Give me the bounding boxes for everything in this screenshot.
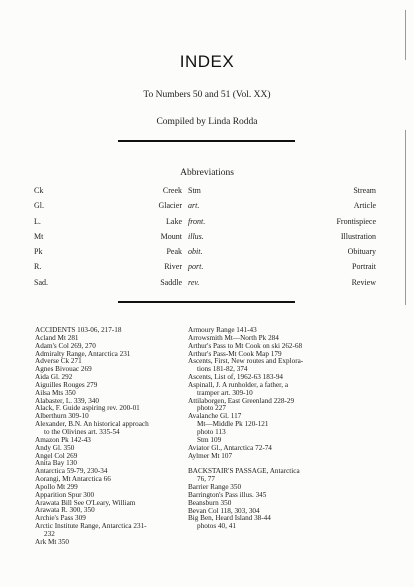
index-entry: Beansburn 350 <box>188 498 232 507</box>
index-entry: Alabaster, L. 339, 340 <box>35 396 99 405</box>
abbreviation-meaning: Creek <box>162 186 182 195</box>
index-entry: Aviator Gl., Antarctica 72-74 <box>188 443 272 452</box>
abbreviation-meaning: Peak <box>166 247 182 257</box>
index-entry: Aorangi, Mt Antarctica 66 <box>35 475 111 484</box>
abbreviation: obit. <box>188 247 203 257</box>
index-entry: Big Ben, Heard Island 38-44 <box>188 514 271 523</box>
index-entry: photos 40, 41 <box>197 522 236 531</box>
abbreviation-meaning: River <box>164 262 182 272</box>
index-entry: Arawata Bill See O'Leary, William <box>35 498 136 507</box>
index-entry: Ascents, First, New routes and Explora- <box>188 357 304 366</box>
divider-top <box>118 140 295 142</box>
abbreviation-meaning: Obituary <box>347 247 376 257</box>
abbreviation-meaning: Frontispiece <box>336 216 376 226</box>
abbreviation-row <box>34 278 376 293</box>
index-entry: Arthur's Pass-Mt Cook Map 179 <box>188 349 282 358</box>
abbreviation: rev. <box>188 277 200 287</box>
abbreviation: Sad. <box>34 277 48 287</box>
index-column-left <box>35 327 183 547</box>
abbreviation-meaning: Stream <box>353 186 376 195</box>
abbreviation-meaning: Review <box>351 277 376 287</box>
index-entry: Antarctica 59-79, 230-34 <box>35 467 108 476</box>
abbreviation-meaning: Saddle <box>160 277 182 287</box>
page-title: INDEX <box>179 52 235 71</box>
index-entry: Alexander, B.N. An historical approach <box>35 420 149 429</box>
index-entry: Bevan Col 118, 303, 304 <box>188 506 260 515</box>
index-entry: Barrier Range 350 <box>188 483 242 492</box>
index-entry: Adam's Col 269, 270 <box>35 341 96 350</box>
index-entry: Apparition Spur 300 <box>35 490 95 499</box>
abbreviation: L. <box>34 216 41 226</box>
index-entry: Mt—Middle Pk 120-121 <box>197 420 269 429</box>
divider-bottom <box>118 301 295 303</box>
index-entry: Stm 109 <box>197 435 222 444</box>
abbreviation: R. <box>34 262 42 272</box>
page-subtitle: To Numbers 50 and 51 (Vol. XX) <box>143 90 271 100</box>
index-entry: tions 181-82, 374 <box>197 365 248 374</box>
index-entry: Barrington's Pass illus. 345 <box>188 490 267 499</box>
compiled-by: Compiled by Linda Rodda <box>156 117 258 127</box>
abbreviations-table <box>34 186 376 293</box>
abbreviation-meaning: Lake <box>166 216 182 226</box>
index-entry: Amazon Pk 142-43 <box>35 435 91 444</box>
abbreviation-meaning: Mount <box>160 231 182 241</box>
index-entry: Angel Col 269 <box>35 451 78 460</box>
index-entry: Ailsa Mts 350 <box>35 388 76 397</box>
index-column-right <box>188 327 384 531</box>
index-entry: Adverse Ck 271 <box>35 357 82 366</box>
index-entry: Arawata R. 300, 350 <box>35 506 95 515</box>
index-entry: Aspinall, J. A runholder, a father, a <box>188 380 289 389</box>
index-entry: Anita Bay 130 <box>35 459 77 468</box>
abbreviation: Mt <box>34 231 44 241</box>
index-entry: Archie's Pass 309 <box>35 514 86 523</box>
abbreviation-meaning: Article <box>353 201 376 211</box>
index-entry: Ascents, List of, 1962-63 183-94 <box>188 373 284 382</box>
abbreviation: Pk <box>34 247 43 257</box>
abbreviation-meaning: Glacier <box>158 201 182 211</box>
index-entry: photo 227 <box>197 404 226 413</box>
abbreviation: Stm <box>188 186 201 195</box>
abbreviation-row <box>34 247 376 262</box>
page-edge-line <box>405 10 406 60</box>
index-entry: Agnes Bivouac 269 <box>35 365 92 374</box>
index-entry: to the Olivines art. 335-54 <box>44 427 120 436</box>
index-entry: photo 113 <box>197 427 226 436</box>
index-entry: Avalanche Gl. 117 <box>188 412 242 421</box>
index-entry: Arrowsmith Mt—North Pk 284 <box>188 333 279 342</box>
index-entry: Acland Mt 281 <box>35 333 79 342</box>
index-entry: Armoury Range 141-43 <box>188 326 257 334</box>
abbreviation: port. <box>188 262 204 272</box>
index-entry: Alack, F. Guide aspiring rev. 200-01 <box>35 404 140 413</box>
index-entry: Admiralty Range, Antarctica 231 <box>35 349 131 358</box>
index-entry: Ark Mt 350 <box>35 537 69 546</box>
index-entry: Aiguilles Rouges 279 <box>35 380 98 389</box>
abbreviation-row <box>34 186 376 201</box>
index-entry: Alberthurn 309-10 <box>35 412 89 421</box>
abbreviation: art. <box>188 201 200 211</box>
abbreviation: Gl. <box>34 201 44 211</box>
abbreviation: Ck <box>34 186 44 195</box>
abbreviations-heading: Abbreviations <box>180 168 234 178</box>
abbreviation-row <box>34 232 376 247</box>
abbreviation: front. <box>188 216 206 226</box>
index-entry: 76, 77 <box>197 475 215 484</box>
index-entry: Aylmer Mt 107 <box>188 451 233 460</box>
abbreviation-row <box>34 217 376 232</box>
abbreviation-meaning: Illustration <box>340 231 376 241</box>
index-entry: Apollo Mt 299 <box>35 482 78 491</box>
index-entry: tramper art. 309-10 <box>197 388 253 397</box>
abbreviation-row <box>34 262 376 277</box>
index-entry: Attilaborgen, East Greenland 228-29 <box>188 396 295 405</box>
index-entry: Arthur's Pass to Mt Cook on ski 262-68 <box>188 341 303 350</box>
index-entry: ACCIDENTS 103-06, 217-18 <box>35 326 122 334</box>
index-entry: BACKSTAIR'S PASSAGE, Antarctica <box>188 467 300 476</box>
abbreviation: illus. <box>188 231 204 241</box>
index-entry: Arctic Institute Range, Antarctica 231- <box>35 522 147 531</box>
index-entry: Aida Gl. 292 <box>35 373 73 382</box>
abbreviation-row <box>34 201 376 216</box>
index-entry: 232 <box>44 529 55 538</box>
page-edge-line <box>405 130 406 305</box>
abbreviation-meaning: Portrait <box>352 262 376 272</box>
index-entry: Andy Gl. 350 <box>35 443 75 452</box>
